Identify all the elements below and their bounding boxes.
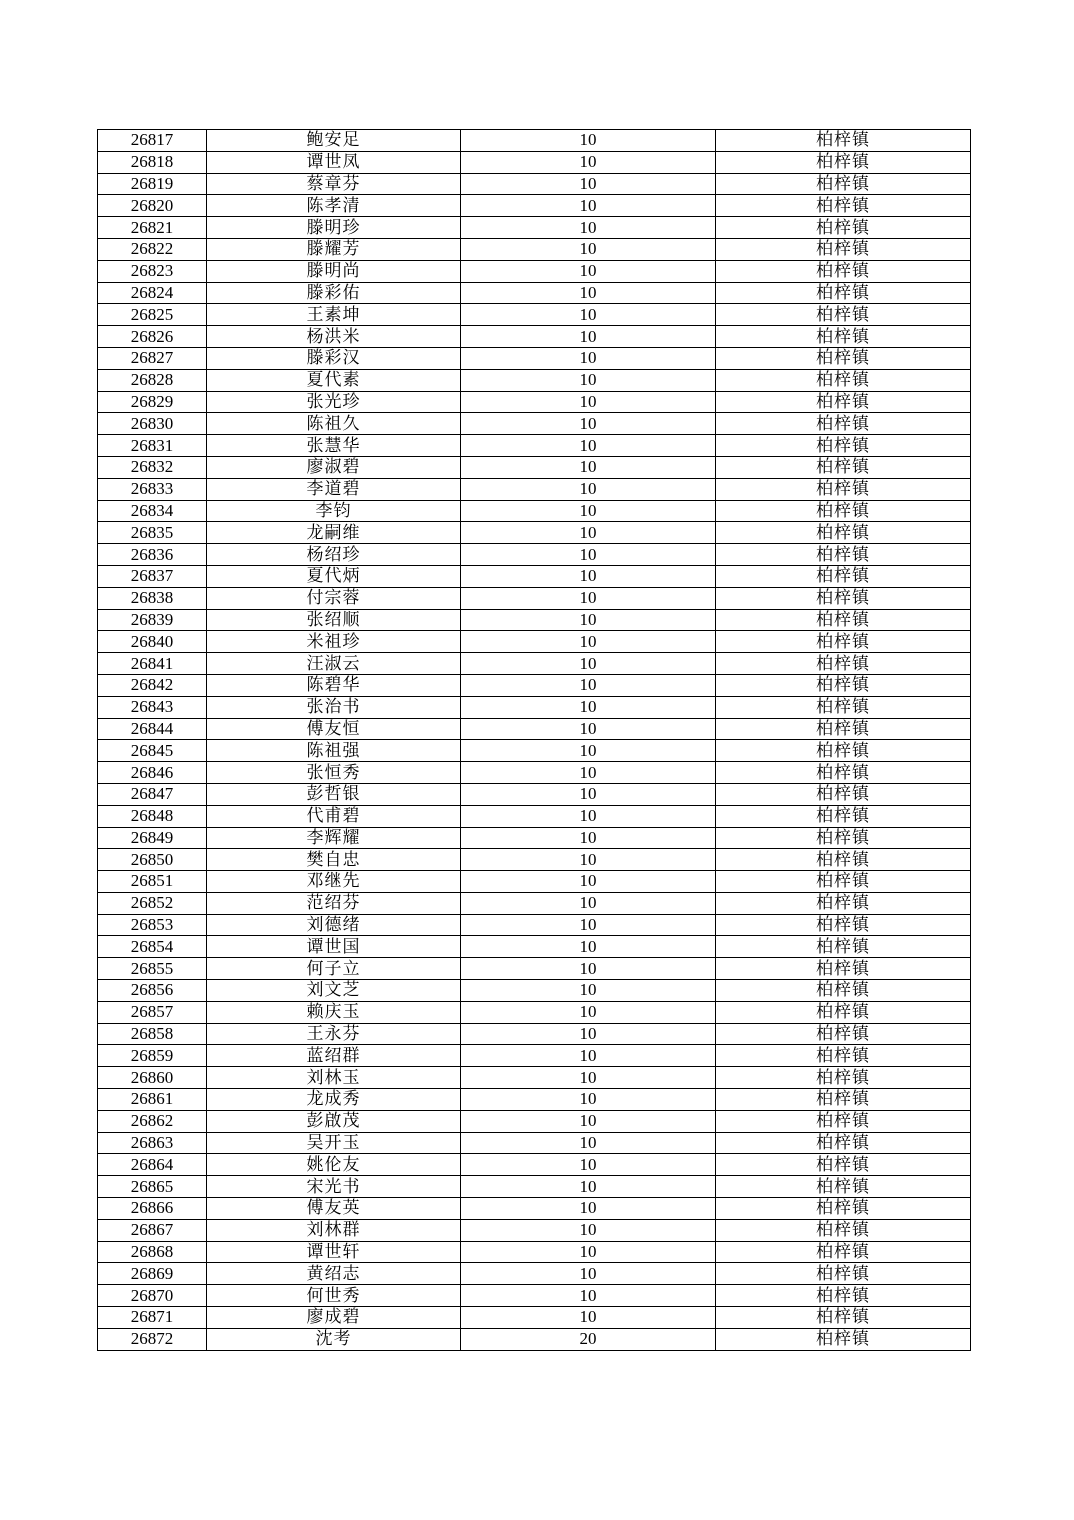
town-cell: 柏梓镇: [716, 1198, 971, 1220]
amount-cell: 10: [461, 413, 716, 435]
amount-cell: 10: [461, 435, 716, 457]
town-cell: 柏梓镇: [716, 173, 971, 195]
id-cell: 26872: [98, 1328, 207, 1350]
id-cell: 26867: [98, 1219, 207, 1241]
town-cell: 柏梓镇: [716, 369, 971, 391]
town-cell: 柏梓镇: [716, 805, 971, 827]
town-cell: 柏梓镇: [716, 326, 971, 348]
town-cell: 柏梓镇: [716, 1132, 971, 1154]
amount-cell: 10: [461, 871, 716, 893]
name-cell: 陈祖强: [207, 740, 461, 762]
amount-cell: 10: [461, 544, 716, 566]
name-cell: 张慧华: [207, 435, 461, 457]
id-cell: 26857: [98, 1001, 207, 1023]
name-cell: 陈祖久: [207, 413, 461, 435]
amount-cell: 10: [461, 1241, 716, 1263]
amount-cell: 10: [461, 1285, 716, 1307]
town-cell: 柏梓镇: [716, 609, 971, 631]
town-cell: 柏梓镇: [716, 892, 971, 914]
amount-cell: 10: [461, 500, 716, 522]
name-cell: 王永芬: [207, 1023, 461, 1045]
id-cell: 26862: [98, 1110, 207, 1132]
town-cell: 柏梓镇: [716, 1241, 971, 1263]
id-cell: 26833: [98, 478, 207, 500]
id-cell: 26820: [98, 195, 207, 217]
name-cell: 滕明尚: [207, 260, 461, 282]
name-cell: 黄绍志: [207, 1263, 461, 1285]
id-cell: 26863: [98, 1132, 207, 1154]
town-cell: 柏梓镇: [716, 1263, 971, 1285]
amount-cell: 10: [461, 1132, 716, 1154]
name-cell: 范绍芬: [207, 892, 461, 914]
id-cell: 26852: [98, 892, 207, 914]
amount-cell: 20: [461, 1328, 716, 1350]
name-cell: 谭世轩: [207, 1241, 461, 1263]
amount-cell: 10: [461, 849, 716, 871]
id-cell: 26845: [98, 740, 207, 762]
amount-cell: 10: [461, 260, 716, 282]
table-row: [98, 1307, 971, 1329]
table-row: [98, 173, 971, 195]
town-cell: 柏梓镇: [716, 1285, 971, 1307]
id-cell: 26858: [98, 1023, 207, 1045]
town-cell: 柏梓镇: [716, 936, 971, 958]
amount-cell: 10: [461, 1023, 716, 1045]
town-cell: 柏梓镇: [716, 260, 971, 282]
id-cell: 26849: [98, 827, 207, 849]
town-cell: 柏梓镇: [716, 565, 971, 587]
table-row: [98, 980, 971, 1002]
table-row: [98, 1241, 971, 1263]
town-cell: 柏梓镇: [716, 696, 971, 718]
table-row: [98, 500, 971, 522]
id-cell: 26835: [98, 522, 207, 544]
town-cell: 柏梓镇: [716, 151, 971, 173]
table-row: [98, 1045, 971, 1067]
table-row: [98, 805, 971, 827]
amount-cell: 10: [461, 1176, 716, 1198]
table-row: [98, 1285, 971, 1307]
town-cell: 柏梓镇: [716, 413, 971, 435]
amount-cell: 10: [461, 1219, 716, 1241]
name-cell: 李辉耀: [207, 827, 461, 849]
amount-cell: 10: [461, 696, 716, 718]
name-cell: 米祖珍: [207, 631, 461, 653]
id-cell: 26860: [98, 1067, 207, 1089]
town-cell: 柏梓镇: [716, 304, 971, 326]
amount-cell: 10: [461, 740, 716, 762]
town-cell: 柏梓镇: [716, 456, 971, 478]
id-cell: 26842: [98, 674, 207, 696]
id-cell: 26831: [98, 435, 207, 457]
table-row: [98, 1328, 971, 1350]
roster-table-body: [98, 130, 971, 1351]
id-cell: 26844: [98, 718, 207, 740]
amount-cell: 10: [461, 282, 716, 304]
amount-cell: 10: [461, 238, 716, 260]
table-row: [98, 740, 971, 762]
table-row: [98, 1110, 971, 1132]
id-cell: 26855: [98, 958, 207, 980]
table-row: [98, 718, 971, 740]
table-row: [98, 849, 971, 871]
table-row: [98, 674, 971, 696]
name-cell: 蔡章芬: [207, 173, 461, 195]
town-cell: 柏梓镇: [716, 1219, 971, 1241]
id-cell: 26823: [98, 260, 207, 282]
id-cell: 26871: [98, 1307, 207, 1329]
name-cell: 赖庆玉: [207, 1001, 461, 1023]
id-cell: 26841: [98, 653, 207, 675]
table-row: [98, 587, 971, 609]
name-cell: 滕彩佑: [207, 282, 461, 304]
id-cell: 26851: [98, 871, 207, 893]
table-row: [98, 696, 971, 718]
town-cell: 柏梓镇: [716, 1176, 971, 1198]
id-cell: 26837: [98, 565, 207, 587]
table-row: [98, 369, 971, 391]
table-row: [98, 631, 971, 653]
amount-cell: 10: [461, 565, 716, 587]
name-cell: 滕明珍: [207, 217, 461, 239]
amount-cell: 10: [461, 653, 716, 675]
id-cell: 26848: [98, 805, 207, 827]
amount-cell: 10: [461, 1110, 716, 1132]
name-cell: 夏代炳: [207, 565, 461, 587]
table-row: [98, 1198, 971, 1220]
town-cell: 柏梓镇: [716, 762, 971, 784]
id-cell: 26825: [98, 304, 207, 326]
id-cell: 26869: [98, 1263, 207, 1285]
amount-cell: 10: [461, 1263, 716, 1285]
amount-cell: 10: [461, 1089, 716, 1111]
name-cell: 代甫碧: [207, 805, 461, 827]
name-cell: 陈孝清: [207, 195, 461, 217]
town-cell: 柏梓镇: [716, 1067, 971, 1089]
amount-cell: 10: [461, 805, 716, 827]
id-cell: 26870: [98, 1285, 207, 1307]
town-cell: 柏梓镇: [716, 217, 971, 239]
town-cell: 柏梓镇: [716, 282, 971, 304]
table-row: [98, 653, 971, 675]
amount-cell: 10: [461, 1307, 716, 1329]
amount-cell: 10: [461, 609, 716, 631]
id-cell: 26865: [98, 1176, 207, 1198]
table-row: [98, 783, 971, 805]
name-cell: 邓继先: [207, 871, 461, 893]
name-cell: 傅友英: [207, 1198, 461, 1220]
table-row: [98, 347, 971, 369]
id-cell: 26829: [98, 391, 207, 413]
name-cell: 鲍安足: [207, 130, 461, 152]
town-cell: 柏梓镇: [716, 718, 971, 740]
table-row: [98, 1154, 971, 1176]
name-cell: 谭世凤: [207, 151, 461, 173]
name-cell: 傅友恒: [207, 718, 461, 740]
table-row: [98, 238, 971, 260]
name-cell: 滕彩汉: [207, 347, 461, 369]
id-cell: 26843: [98, 696, 207, 718]
name-cell: 何子立: [207, 958, 461, 980]
id-cell: 26839: [98, 609, 207, 631]
name-cell: 沈考: [207, 1328, 461, 1350]
id-cell: 26819: [98, 173, 207, 195]
amount-cell: 10: [461, 369, 716, 391]
table-row: [98, 413, 971, 435]
town-cell: 柏梓镇: [716, 435, 971, 457]
town-cell: 柏梓镇: [716, 347, 971, 369]
town-cell: 柏梓镇: [716, 653, 971, 675]
amount-cell: 10: [461, 762, 716, 784]
town-cell: 柏梓镇: [716, 1110, 971, 1132]
table-row: [98, 391, 971, 413]
table-row: [98, 1132, 971, 1154]
name-cell: 张绍顺: [207, 609, 461, 631]
town-cell: 柏梓镇: [716, 1023, 971, 1045]
id-cell: 26827: [98, 347, 207, 369]
town-cell: 柏梓镇: [716, 740, 971, 762]
town-cell: 柏梓镇: [716, 522, 971, 544]
town-cell: 柏梓镇: [716, 130, 971, 152]
name-cell: 刘文芝: [207, 980, 461, 1002]
table-row: [98, 1001, 971, 1023]
table-row: [98, 282, 971, 304]
table-row: [98, 456, 971, 478]
id-cell: 26847: [98, 783, 207, 805]
id-cell: 26868: [98, 1241, 207, 1263]
town-cell: 柏梓镇: [716, 958, 971, 980]
town-cell: 柏梓镇: [716, 195, 971, 217]
id-cell: 26834: [98, 500, 207, 522]
id-cell: 26859: [98, 1045, 207, 1067]
name-cell: 张光珍: [207, 391, 461, 413]
name-cell: 王素坤: [207, 304, 461, 326]
name-cell: 姚伦友: [207, 1154, 461, 1176]
name-cell: 彭啟茂: [207, 1110, 461, 1132]
amount-cell: 10: [461, 631, 716, 653]
table-row: [98, 762, 971, 784]
table-row: [98, 892, 971, 914]
town-cell: 柏梓镇: [716, 849, 971, 871]
name-cell: 李道碧: [207, 478, 461, 500]
table-row: [98, 217, 971, 239]
amount-cell: 10: [461, 173, 716, 195]
name-cell: 杨洪米: [207, 326, 461, 348]
name-cell: 彭哲银: [207, 783, 461, 805]
id-cell: 26817: [98, 130, 207, 152]
id-cell: 26818: [98, 151, 207, 173]
amount-cell: 10: [461, 195, 716, 217]
id-cell: 26866: [98, 1198, 207, 1220]
id-cell: 26838: [98, 587, 207, 609]
name-cell: 何世秀: [207, 1285, 461, 1307]
name-cell: 张治书: [207, 696, 461, 718]
table-row: [98, 1219, 971, 1241]
town-cell: 柏梓镇: [716, 500, 971, 522]
table-row: [98, 871, 971, 893]
table-row: [98, 304, 971, 326]
id-cell: 26856: [98, 980, 207, 1002]
name-cell: 滕耀芳: [207, 238, 461, 260]
name-cell: 夏代素: [207, 369, 461, 391]
name-cell: 汪淑云: [207, 653, 461, 675]
table-row: [98, 478, 971, 500]
roster-table: [97, 129, 971, 1351]
town-cell: 柏梓镇: [716, 1001, 971, 1023]
table-row: [98, 1067, 971, 1089]
amount-cell: 10: [461, 1198, 716, 1220]
name-cell: 谭世国: [207, 936, 461, 958]
amount-cell: 10: [461, 1045, 716, 1067]
amount-cell: 10: [461, 130, 716, 152]
town-cell: 柏梓镇: [716, 391, 971, 413]
amount-cell: 10: [461, 958, 716, 980]
table-row: [98, 958, 971, 980]
id-cell: 26832: [98, 456, 207, 478]
table-row: [98, 609, 971, 631]
town-cell: 柏梓镇: [716, 914, 971, 936]
table-row: [98, 544, 971, 566]
town-cell: 柏梓镇: [716, 631, 971, 653]
table-row: [98, 326, 971, 348]
table-row: [98, 1263, 971, 1285]
amount-cell: 10: [461, 1067, 716, 1089]
table-row: [98, 1176, 971, 1198]
amount-cell: 10: [461, 522, 716, 544]
town-cell: 柏梓镇: [716, 783, 971, 805]
name-cell: 付宗蓉: [207, 587, 461, 609]
name-cell: 龙嗣维: [207, 522, 461, 544]
id-cell: 26846: [98, 762, 207, 784]
name-cell: 刘德绪: [207, 914, 461, 936]
town-cell: 柏梓镇: [716, 544, 971, 566]
name-cell: 杨绍珍: [207, 544, 461, 566]
table-row: [98, 130, 971, 152]
amount-cell: 10: [461, 304, 716, 326]
name-cell: 宋光书: [207, 1176, 461, 1198]
name-cell: 陈碧华: [207, 674, 461, 696]
name-cell: 龙成秀: [207, 1089, 461, 1111]
id-cell: 26836: [98, 544, 207, 566]
amount-cell: 10: [461, 478, 716, 500]
amount-cell: 10: [461, 217, 716, 239]
amount-cell: 10: [461, 674, 716, 696]
amount-cell: 10: [461, 936, 716, 958]
town-cell: 柏梓镇: [716, 871, 971, 893]
table-row: [98, 195, 971, 217]
table-row: [98, 827, 971, 849]
table-row: [98, 1023, 971, 1045]
amount-cell: 10: [461, 587, 716, 609]
table-row: [98, 1089, 971, 1111]
name-cell: 李钧: [207, 500, 461, 522]
table-row: [98, 936, 971, 958]
id-cell: 26864: [98, 1154, 207, 1176]
amount-cell: 10: [461, 827, 716, 849]
town-cell: 柏梓镇: [716, 478, 971, 500]
amount-cell: 10: [461, 892, 716, 914]
id-cell: 26861: [98, 1089, 207, 1111]
amount-cell: 10: [461, 391, 716, 413]
id-cell: 26824: [98, 282, 207, 304]
amount-cell: 10: [461, 718, 716, 740]
amount-cell: 10: [461, 1154, 716, 1176]
town-cell: 柏梓镇: [716, 1089, 971, 1111]
amount-cell: 10: [461, 456, 716, 478]
town-cell: 柏梓镇: [716, 1307, 971, 1329]
amount-cell: 10: [461, 151, 716, 173]
id-cell: 26840: [98, 631, 207, 653]
amount-cell: 10: [461, 980, 716, 1002]
name-cell: 吴开玉: [207, 1132, 461, 1154]
id-cell: 26828: [98, 369, 207, 391]
town-cell: 柏梓镇: [716, 587, 971, 609]
town-cell: 柏梓镇: [716, 1045, 971, 1067]
town-cell: 柏梓镇: [716, 827, 971, 849]
table-row: [98, 260, 971, 282]
name-cell: 廖淑碧: [207, 456, 461, 478]
name-cell: 蓝绍群: [207, 1045, 461, 1067]
town-cell: 柏梓镇: [716, 674, 971, 696]
id-cell: 26826: [98, 326, 207, 348]
table-row: [98, 435, 971, 457]
name-cell: 廖成碧: [207, 1307, 461, 1329]
name-cell: 樊自忠: [207, 849, 461, 871]
name-cell: 刘林群: [207, 1219, 461, 1241]
id-cell: 26830: [98, 413, 207, 435]
name-cell: 刘林玉: [207, 1067, 461, 1089]
table-row: [98, 565, 971, 587]
amount-cell: 10: [461, 1001, 716, 1023]
id-cell: 26822: [98, 238, 207, 260]
name-cell: 张恒秀: [207, 762, 461, 784]
town-cell: 柏梓镇: [716, 1154, 971, 1176]
amount-cell: 10: [461, 347, 716, 369]
id-cell: 26850: [98, 849, 207, 871]
town-cell: 柏梓镇: [716, 238, 971, 260]
amount-cell: 10: [461, 783, 716, 805]
table-row: [98, 151, 971, 173]
id-cell: 26853: [98, 914, 207, 936]
table-row: [98, 914, 971, 936]
amount-cell: 10: [461, 326, 716, 348]
table-row: [98, 522, 971, 544]
id-cell: 26854: [98, 936, 207, 958]
town-cell: 柏梓镇: [716, 1328, 971, 1350]
amount-cell: 10: [461, 914, 716, 936]
town-cell: 柏梓镇: [716, 980, 971, 1002]
id-cell: 26821: [98, 217, 207, 239]
